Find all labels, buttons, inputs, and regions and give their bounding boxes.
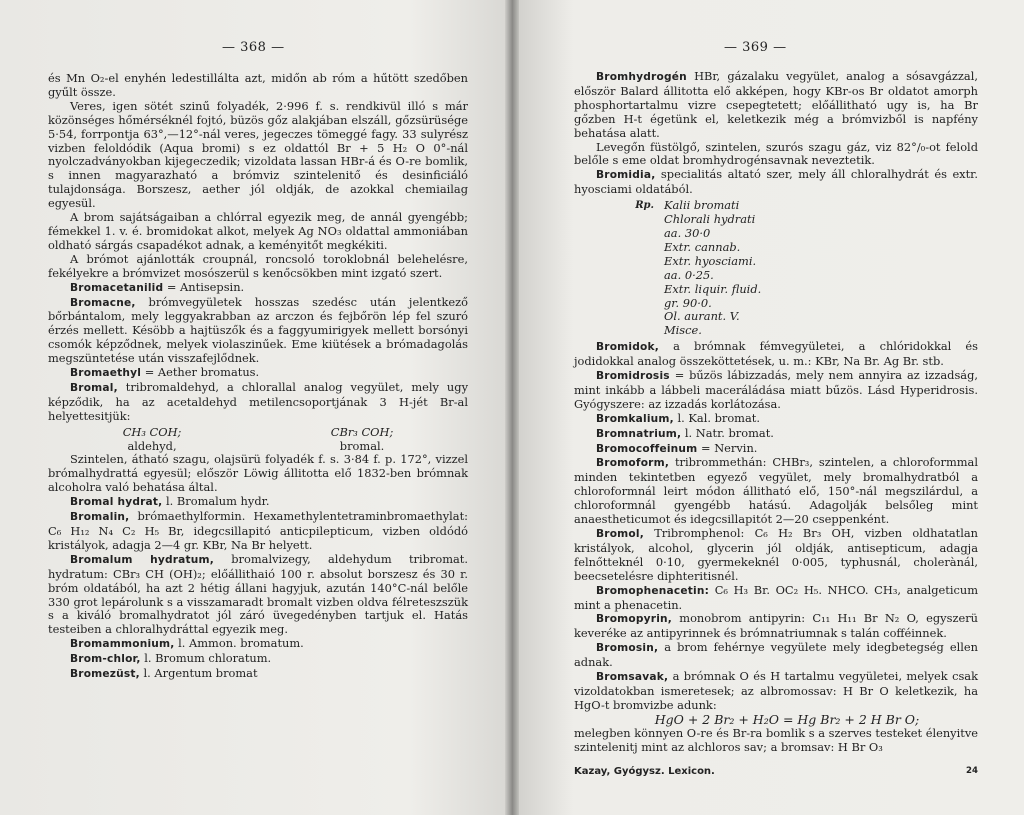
entry-text: l. Kal. bromat. <box>673 410 760 425</box>
recipe-item: Extr. liquir. fluid. <box>664 281 762 296</box>
entry-text: brómvegyületek hosszas szedésc után jelentkező bőrbántalom, mely leggyakrabban az arczon és fejbőrön lép fel szuró érzés mellett. Késöbb a hajtüszők és a faggyumirigyek mellett borsónyi csomók képződnek, melyek violaszinűek. Eme kiütések a brómadagolás megszüntetése után visszafejlődnek. <box>48 294 468 366</box>
entry-text: specialitás altató szer, mely áll chloralhydrát és extr. hyosciami oldatából. <box>574 167 978 197</box>
entry-keyword: Bromezüst, <box>70 668 140 681</box>
entry-keyword: Bromaethyl <box>70 367 142 380</box>
formula-name: aldehyd, <box>127 438 177 453</box>
lexicon-entry <box>48 296 468 367</box>
page-number: — 368 — <box>222 40 285 55</box>
lexicon-entry <box>48 510 468 553</box>
lexicon-entry <box>48 495 468 510</box>
lexicon-entry <box>574 456 978 527</box>
entry-text: l. Argentum bromat <box>139 666 258 681</box>
paragraph: A brom sajátságaiban a chlórral egyezik meg, de annál gyengébb; fémekkel 1. v. é. bromidokat alkot, melyek Ag NO₃ oldattal ammoniában oldható sárgás csapadékot adnak, a keményitőt megkékiti. <box>48 210 468 252</box>
lexicon-entry <box>574 442 978 457</box>
entry-keyword: Bromopyrin, <box>596 613 673 626</box>
recipe-item: Extr. cannab. <box>664 239 741 254</box>
paragraph: Szintelen, átható szagu, olajsürü folyadék f. s. 3·84 f. p. 172°, vizzel brómalhydrattá egyesül; először Löwig állitotta elő 1832-ben brómnak alcoholra való behatása által. <box>48 452 468 495</box>
chemical-equation: HgO + 2 Br₂ + H₂O = Hg Br₂ + 2 H Br O; <box>654 711 920 727</box>
entry-text: C₆ H₃ Br. OC₂ H₅. NHCO. CH₃, analgeticum mint a phenacetin. <box>574 582 978 612</box>
entry-keyword: Bromal, <box>70 381 118 394</box>
lexicon-entry <box>574 427 978 442</box>
formula: CH₃ COH; <box>122 424 182 439</box>
entry-text: monobrom antipyrin: C₁₁ H₁₁ Br N₂ O, egyszerü keveréke az antipyrinnek és brómnatriumnak s talán cofféinnek. <box>574 611 978 641</box>
recipe-item: aa. 0·25. <box>664 267 714 282</box>
entry-text: a brómnak O és H tartalmu vegyületei, melyek csak vizoldatokban ismeretesek; az albromossav: H Br O keletkezik, ha HgO-t bromvizbe adunk: <box>574 669 978 712</box>
entry-keyword: Bromsavak, <box>596 671 669 684</box>
lexicon-entry <box>574 584 978 613</box>
lexicon-entry <box>574 70 978 141</box>
entry-text: l. Ammon. bromatum. <box>174 636 304 651</box>
entry-keyword: Bromol, <box>596 528 644 540</box>
entry-keyword: Bromoform, <box>596 457 670 470</box>
recipe-block <box>574 199 978 338</box>
lexicon-entry <box>574 369 978 412</box>
paragraph: Levegőn füstölgő, szintelen, szurós szagu gáz, viz 82°/₀-ot felold belőle s eme oldat bromhydrogénsavnak neveztetik. <box>574 139 978 168</box>
lexicon-entry <box>48 553 468 637</box>
lexicon-entry <box>48 366 468 381</box>
formula-aldehyd <box>123 426 182 454</box>
lexicon-entry <box>48 667 468 682</box>
lexicon-entry <box>574 340 978 369</box>
entry-text: brómaethylformin. Hexamethylentetraminbromaethylat: C₆ H₁₂ N₄ C₂ H₅ Br, idegcsillapitó anticpilepticum, vizben oldódó kristályok, adagja 2—4 gr. KBr, Na Br helyett. <box>48 509 468 552</box>
entry-text: = Nervin. <box>697 440 758 455</box>
formula-bromal <box>331 426 394 454</box>
right-page <box>512 0 1024 815</box>
entry-keyword: Bromidrosis <box>596 370 670 383</box>
entry-text: bromalvizegy, aldehydum tribromat. hydratum: CBr₃ CH (OH)₂; előállithaió 100 r. absolut borszesz és 30 r. bróm oldatából, ha azt 2 hétig állani hagyjuk, azután 140°C-nál belőle 330 grot lepárolunk s a visszamaradt bromalt vizben oldva félreteszszük s a kiváló bromalhydratot jól záró üvegedényben tartjuk el. Hatás testeiben a chloralhydráttal egyezik meg. <box>48 551 469 637</box>
entry-keyword: Bromosin, <box>596 642 659 655</box>
page-footer <box>574 766 978 777</box>
entry-text: l. Bromum chloratum. <box>140 651 272 666</box>
lexicon-entry <box>574 670 978 713</box>
paragraph: melegben könnyen O-re és Br-ra bomlik s a szerves testeket élenyitve szintelenitj mint az alchloros sav; a bromsav: H Br O₃ <box>574 725 978 754</box>
formula-row <box>48 426 468 454</box>
entry-text: = Aether bromatus. <box>141 365 260 380</box>
entry-text: tribrommethán: CHBr₃, szintelen, a chloroformmal minden tekintetben egyező vegyület, mely bromalhydratból a chloroformnál leirt módon állitható elő, 150°-nál megszilárdul, a chloroformnál gyengébb hatású. Adagolják belsőleg mint anaestheticumot és idegcsillapitót 2—20 cseppenként. <box>574 455 978 527</box>
recipe-item: Ol. aurant. V. <box>664 309 740 324</box>
lexicon-entry <box>574 612 978 641</box>
recipe-item: Kalii bromati <box>664 198 740 213</box>
formula: CBr₃ COH; <box>330 424 394 439</box>
left-page-text <box>48 72 468 682</box>
entry-keyword: Bromalin, <box>70 511 130 524</box>
lexicon-entry <box>48 381 468 424</box>
entry-keyword: Bromkalium, <box>596 412 674 425</box>
formula-name: bromal. <box>339 438 385 453</box>
right-page-text <box>574 70 978 755</box>
lexicon-entry <box>574 641 978 670</box>
lexicon-entry <box>574 527 978 584</box>
paragraph: Veres, igen sötét szinű folyadék, 2·996 f. s. rendkivül illó s már közönséges hőmérséknél fojtó, büzös gőz alakjában elszáll, gőzsürüsége 5·54, forrpontja 63°,—12°-nál veres, jegeczes tömeggé fagy. 33 sulyrész vizben feloldódik (Aqua bromi) s ez oldattól Br + 5 H₂ O 0°-nál nyolczadványokban kijegeczedik; vizoldata lassan HBr-á és O-re bomlik, s innen magyarazható a brómviz szintelenitő és desinficiáló tulajdonsága. Borszesz, aether jól oldják, de azokkal chemiailag egyesül. <box>48 98 468 211</box>
lexicon-entry <box>48 652 468 667</box>
recipe-item: aa. 30·0 <box>664 225 711 240</box>
lexicon-entry <box>48 637 468 652</box>
entry-text: l. Natr. bromat. <box>681 425 774 440</box>
entry-keyword: Bromnatrium, <box>596 427 682 440</box>
entry-keyword: Bromidia, <box>596 169 656 182</box>
recipe-item: Extr. hyosciami. <box>664 253 757 268</box>
recipe-label: Rp. <box>635 200 654 212</box>
entry-text: Tribromphenol: C₆ H₂ Br₃ OH, vizben oldhatatlan kristályok, alcohol, glycerin jól oldják, antisepticum, adagja felnőtteknél 0·10, gyermekeknél 0·005, typhusnál, cholerànál, beecsetelésre diphteritisnél. <box>574 526 978 583</box>
recipe-item: gr. 90·0. <box>664 295 712 310</box>
entry-keyword: Bromhydrogén <box>596 71 687 83</box>
entry-keyword: Brom-chlor, <box>70 653 141 666</box>
entry-keyword: Bromocoffeinum <box>596 442 698 455</box>
paragraph: és Mn O₂-el enyhén ledestillálta azt, midőn ab róm a hűtött szedőben gyűlt össze. <box>48 71 468 99</box>
entry-keyword: Bromophenacetin: <box>596 584 710 597</box>
recipe-item: Misce. <box>664 323 702 338</box>
entry-text: = bűzös lábizzadás, mely nem annyira az izzadság, mint inkább a lábbeli maceráládása miatt bűzös. Lásd Hyperidrosis. Gyógyszere: az izzadás korlátozása. <box>574 368 978 411</box>
entry-keyword: Bromidok, <box>596 341 659 354</box>
entry-text: l. Bromalum hydr. <box>162 494 270 509</box>
recipe-line <box>574 199 978 213</box>
lexicon-entry <box>574 168 978 197</box>
footer-sheet-number: 24 <box>966 766 978 776</box>
entry-keyword: Bromacne, <box>70 296 136 309</box>
entry-keyword: Bromacetanilid <box>70 281 164 294</box>
entry-text: tribromaldehyd, a chlorallal analog vegyület, mely ugy képződik, ha az acetaldehyd metilencsoportjának 3 H-jét Br-al helyettesitjük: <box>48 379 468 423</box>
entry-text: a brom fehérnye vegyülete mely idegbetegség ellen adnak. <box>574 640 978 670</box>
entry-keyword: Bromal hydrat, <box>70 496 163 509</box>
recipe-item: Chlorali hydrati <box>664 212 756 227</box>
paragraph: A brómot ajánlották croupnál, roncsoló toroklobnál belehelésre, fekélyekre a brómvizet mosószerül s kenőcsökben mint izgató szert. <box>48 251 468 280</box>
footer-signature: Kazay, Gyógysz. Lexicon. <box>574 766 715 777</box>
entry-keyword: Bromammonium, <box>70 638 175 651</box>
lexicon-entry <box>48 281 468 296</box>
entry-keyword: Bromalum hydratum, <box>70 553 214 566</box>
entry-text: = Antisepsin. <box>163 279 245 294</box>
page-number: — 369 — <box>724 40 787 55</box>
entry-text: HBr, gázalaku vegyület, analog a sósavgázzal, először Balard állitotta elő akképen, hogy KBr-os Br oldatot amorph phosphortartalmu vizre csepegtetett; előállitható ugy is, ha Br gőzben H-t égetünk el, keletkezik még a brómvizből is napfény behatása alatt. <box>574 69 978 140</box>
book-gutter <box>505 0 519 815</box>
lexicon-entry <box>574 412 978 427</box>
entry-text: a brómnak fémvegyületei, a chlóridokkal és jodidokkal analog összeköttetések, u. m.: KBr, Na Br. Ag Br. stb. <box>574 339 978 369</box>
